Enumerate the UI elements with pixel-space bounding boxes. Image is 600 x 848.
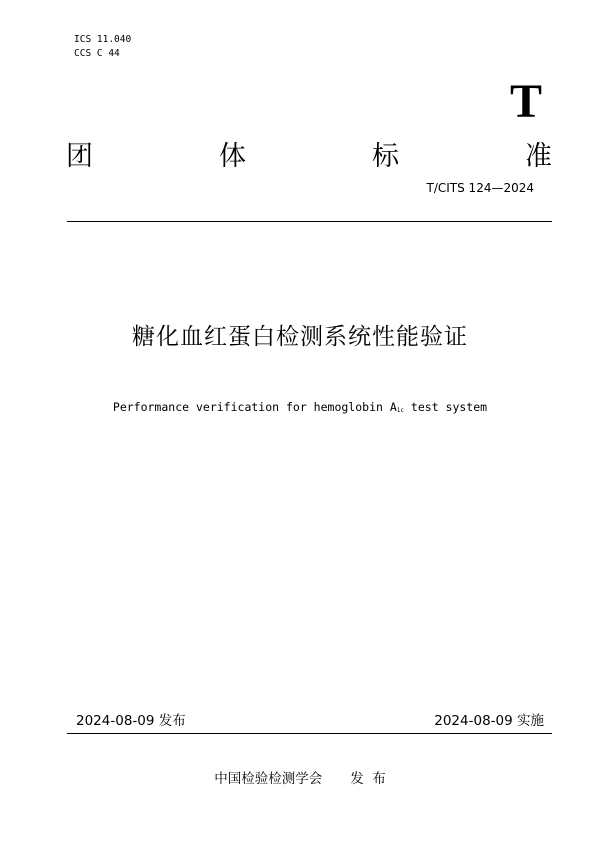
classification-codes <box>74 33 131 61</box>
publisher-name: 中国检验检测学会 <box>214 771 323 787</box>
standard-number: T/CITS 124—2024 <box>426 181 534 195</box>
footer-divider <box>67 733 552 734</box>
publish-date: 2024-08-09 发布 <box>76 713 186 729</box>
title-en-text: Performance verification for hemoglobin A <box>112 400 397 414</box>
ics-code: ICS 11.040 <box>74 34 132 45</box>
document-title-en <box>0 398 600 420</box>
header-divider <box>67 221 552 222</box>
document-title-cn: 糖化血红蛋白检测系统性能验证 <box>132 324 468 350</box>
title-en-text-end: test system <box>404 400 488 414</box>
publisher-action: 发 布 <box>350 771 386 787</box>
standard-type-char: 团 <box>66 141 93 172</box>
standard-type-heading <box>66 140 552 174</box>
standard-type-char: 标 <box>372 141 399 172</box>
standard-mark: T <box>509 75 542 128</box>
title-en-subscript: 1c <box>396 407 404 414</box>
standard-type-char: 体 <box>219 141 246 172</box>
standard-type-char: 准 <box>525 141 552 172</box>
publisher-line <box>0 770 600 788</box>
implementation-date: 2024-08-09 实施 <box>434 713 544 729</box>
ccs-code: CCS C 44 <box>74 48 120 59</box>
